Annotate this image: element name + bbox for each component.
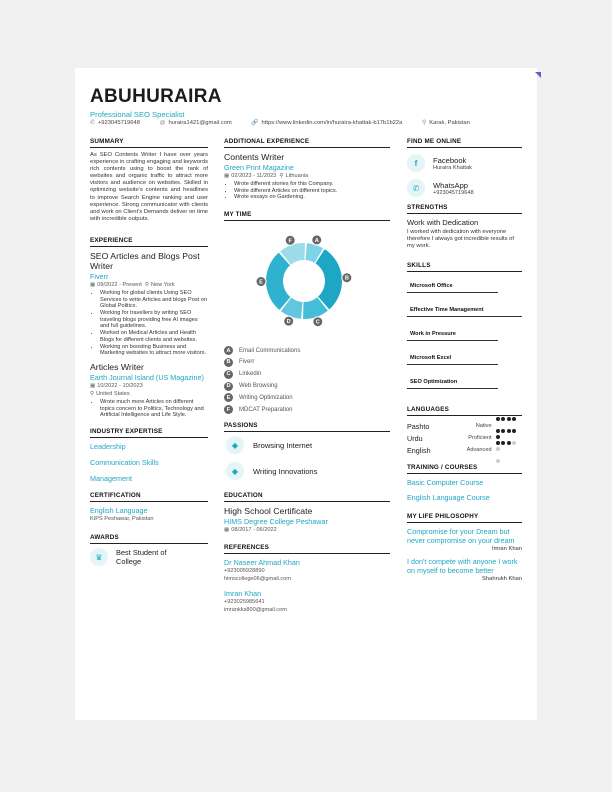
email-icon: @ xyxy=(159,120,166,126)
phone-icon: ✆ xyxy=(90,120,95,126)
job-meta xyxy=(90,391,208,398)
time-donut-chart xyxy=(224,225,390,337)
rating-dot xyxy=(512,441,516,445)
education-meta xyxy=(224,527,390,534)
training-item: Basic Computer Course xyxy=(407,478,484,488)
reference-name: Dr Naseer Ahmad Khan xyxy=(224,558,300,568)
education-school: HIMS Degree College Peshawar xyxy=(224,517,328,527)
quote-text: Compromise for your Dream but never compromise on your dream xyxy=(407,527,515,546)
legend-badge: A xyxy=(224,346,233,355)
location-icon: ⚲ xyxy=(90,390,95,397)
additional-meta xyxy=(224,173,390,180)
online-network: WhatsApp xyxy=(433,180,469,190)
additional-company: Green Print Magazine xyxy=(224,163,294,172)
legend-item xyxy=(224,393,390,402)
donut-label-a: A xyxy=(314,238,319,245)
job-location: United States xyxy=(96,390,130,397)
language-name: Pashto xyxy=(407,421,430,431)
strength-title: Work with Dedication xyxy=(407,218,479,227)
online-text xyxy=(433,156,472,171)
legend-badge: E xyxy=(224,393,233,402)
skill-chip: Microsoft Excel xyxy=(407,352,498,365)
crown-icon: ♛ xyxy=(90,548,108,566)
quote-author: Imran Khan xyxy=(492,546,522,553)
job-bullets xyxy=(90,290,208,357)
summary-heading: SUMMARY xyxy=(90,138,208,148)
job-location: New York xyxy=(150,281,175,288)
legend-badge: F xyxy=(224,405,233,414)
job-bullets xyxy=(90,399,208,419)
certification-heading: CERTIFICATION xyxy=(90,492,208,502)
quote-author: Shahrukh Khan xyxy=(482,576,522,583)
reference-phone: +923025985641 xyxy=(224,599,265,606)
skill-chip: Effective Time Management xyxy=(407,304,522,317)
education-dates: 08/2017 - 06/2022 xyxy=(231,527,277,534)
rating-dot xyxy=(496,441,500,445)
summary-text: As SEO Contents Writer I have over years experience in crafting engaging and keywords rich contents using to boost the rank of websites and organic traffic to attract more visitors and audience on websites. Skilled in optimizing website's contents and headlines to improve Search Engine ranking and user experience. Strong communicator with clients and work on Client's Demands deliver on time with incredible outputs. xyxy=(90,152,208,222)
donut-label-d: D xyxy=(286,319,291,326)
job-entry xyxy=(90,251,208,357)
passion-label: Browsing Internet xyxy=(253,440,313,450)
reference-entry xyxy=(224,589,390,614)
reference-email[interactable]: himscollege06@gmail.com xyxy=(224,576,291,583)
training-heading: TRAINING / COURSES xyxy=(407,464,522,474)
language-name: English xyxy=(407,445,431,455)
award-title: Best Student of College xyxy=(116,548,167,567)
online-handle: +923045719648 xyxy=(433,189,474,196)
online-text xyxy=(433,181,474,196)
awards-heading: AWARDS xyxy=(90,534,208,544)
legend-label: Fiverr xyxy=(239,359,255,366)
experience-heading: EXPERIENCE xyxy=(90,237,208,247)
donut-label-c: C xyxy=(315,319,320,326)
industry-heading: INDUSTRY EXPERTISE xyxy=(90,428,208,438)
skill-chip: SEO Optimization xyxy=(407,376,498,389)
middle-column xyxy=(224,138,390,615)
legend-label: MDCAT Preparation xyxy=(239,406,293,413)
award-item xyxy=(90,548,208,566)
legend-item xyxy=(224,382,390,391)
job-bullet: • Working on boosting Business and Marketing websites to attract more visitors. xyxy=(100,344,208,357)
location: Karak, Pakistan xyxy=(429,120,470,126)
job-title: Articles Writer xyxy=(90,361,144,372)
passion-item xyxy=(226,436,390,454)
job-title: SEO Articles and Blogs Post Writer xyxy=(90,250,200,271)
reference-entry xyxy=(224,558,390,583)
education-degree: High School Certificate xyxy=(224,506,313,517)
email[interactable]: huraira1421@gmail.com xyxy=(168,120,232,126)
languages-list xyxy=(407,420,522,456)
reference-phone: +923005928890 xyxy=(224,568,265,575)
rating-dot xyxy=(496,459,500,463)
legend-badge: B xyxy=(224,358,233,367)
passion-label: Writing Innovations xyxy=(253,466,318,476)
additional-location: Lithuania xyxy=(285,173,309,179)
job-meta xyxy=(90,383,208,390)
language-row xyxy=(407,444,522,456)
certification-title: English Language xyxy=(90,506,148,516)
contact-bar xyxy=(90,120,488,126)
skill-chip: Work in Pressure xyxy=(407,328,498,341)
legend-item xyxy=(224,358,390,367)
online-handle: Huraira Khattak xyxy=(433,164,472,171)
calendar-icon: ▦ xyxy=(224,527,230,534)
corner-marker xyxy=(535,72,541,78)
language-level: Advanced xyxy=(466,447,492,454)
online-item[interactable] xyxy=(407,154,522,172)
donut-label-e: E xyxy=(259,279,263,286)
legend-label: Writing Optimization xyxy=(239,394,293,401)
calendar-icon: ▦ xyxy=(90,281,96,288)
education-heading: EDUCATION xyxy=(224,492,390,502)
reference-email[interactable]: imrankks800@gmail.com xyxy=(224,607,287,614)
online-heading: FIND ME ONLINE xyxy=(407,138,522,148)
job-bullet: • Wrote much more Articles on different topics concern to Politics, Technology and Artificial Intelligence and Life Style. xyxy=(100,399,208,419)
calendar-icon: ▦ xyxy=(90,382,96,389)
strengths-heading: STRENGTHS xyxy=(407,204,522,214)
additional-bullet: • Wrote essays on Gardening. xyxy=(234,194,390,201)
legend-label: Linkedin xyxy=(239,371,262,378)
skill-chip: Microsoft Office xyxy=(407,280,498,293)
rating-dot xyxy=(507,441,511,445)
location-icon: ⚲ xyxy=(144,281,149,288)
references-heading: REFERENCES xyxy=(224,544,390,554)
language-level: Native xyxy=(475,423,492,430)
reference-name: Imran Khan xyxy=(224,589,262,599)
passion-item xyxy=(226,462,390,480)
passions-heading: PASSIONS xyxy=(224,422,390,432)
calendar-icon: ▦ xyxy=(224,173,230,179)
rating-dot xyxy=(501,441,505,445)
job-company: Fiverr xyxy=(90,271,109,281)
skills-list xyxy=(407,274,522,394)
additional-bullet: • Wrote different Articles on different topics. xyxy=(234,188,390,195)
industry-item: Communication Skills xyxy=(90,458,159,468)
legend-badge: D xyxy=(224,382,233,391)
candidate-role: Professional SEO Specialist xyxy=(90,110,185,119)
online-network: Facebook xyxy=(433,155,467,165)
legend-label: Web Browsing xyxy=(239,383,278,389)
strength-text: I worked with dedication with everyone therefore I always got incredible results of my work. xyxy=(407,229,514,250)
job-bullet: • Worked on Medical Articles and Health Blogs for different clients and websites. xyxy=(100,330,208,343)
legend-label: Email Communications xyxy=(239,347,301,354)
diamond-icon: ◆ xyxy=(226,436,244,454)
diamond-icon: ◆ xyxy=(226,462,244,480)
quote-text: I don't compete with anyone I work on myself to become better xyxy=(407,557,518,576)
donut-label-f: F xyxy=(288,238,292,245)
legend-item xyxy=(224,346,390,355)
additional-heading: ADDITIONAL EXPERIENCE xyxy=(224,138,390,148)
time-legend xyxy=(224,346,390,414)
whatsapp-icon: ✆ xyxy=(407,179,425,197)
additional-dates: 02/2023 - 11/2023 xyxy=(231,173,277,179)
donut-slice-e xyxy=(266,253,290,310)
training-item: English Language Course xyxy=(407,493,490,503)
job-entry xyxy=(90,362,208,419)
language-name: Urdu xyxy=(407,433,423,443)
additional-bullets xyxy=(224,181,390,201)
language-level: Proficient xyxy=(468,435,492,442)
candidate-name: ABUHURAIRA xyxy=(90,86,222,107)
link-icon: 🔗 xyxy=(251,120,259,126)
skills-heading: SKILLS xyxy=(407,262,522,272)
legend-item xyxy=(224,370,390,379)
right-column xyxy=(407,138,522,582)
facebook-icon: f xyxy=(407,154,425,172)
certification-issuer: KIPS Peshawar, Pakistan xyxy=(90,516,154,523)
job-company: Earth Journal Island (US Magazine) xyxy=(90,372,204,382)
languages-heading: LANGUAGES xyxy=(407,406,522,416)
location-icon: ⚲ xyxy=(421,120,427,126)
job-meta xyxy=(90,282,208,289)
additional-bullet: • Wrote different stories for this Company. xyxy=(234,181,390,188)
legend-item xyxy=(224,405,390,414)
location-icon: ⚲ xyxy=(279,173,284,179)
language-rating xyxy=(496,432,522,468)
donut-label-b: B xyxy=(344,275,349,282)
phone: +923045719648 xyxy=(97,120,140,126)
linkedin-link[interactable]: https://www.linkedin.com/in/huraira-khattak-b17b1b22a xyxy=(261,120,403,126)
legend-badge: C xyxy=(224,370,233,379)
additional-title: Contents Writer xyxy=(224,152,285,162)
online-item[interactable] xyxy=(407,179,522,197)
industry-item: Leadership xyxy=(90,442,126,452)
philosophy-heading: MY LIFE PHILOSOPHY xyxy=(407,513,522,523)
left-column xyxy=(90,138,208,566)
job-bullet: • Working for global clients Using SEO Services to write Articles and blogs Post on Global Politics. xyxy=(100,290,208,310)
job-dates: 09/2022 - Present xyxy=(97,281,142,288)
job-bullet: • Working for travellers by writing SEO traveling blogs providing free AI images and full guidelines. xyxy=(100,310,208,330)
mytime-heading: MY TIME xyxy=(224,211,390,221)
job-dates: 10/2022 - 10/2023 xyxy=(97,382,143,389)
industry-item: Management xyxy=(90,474,132,484)
